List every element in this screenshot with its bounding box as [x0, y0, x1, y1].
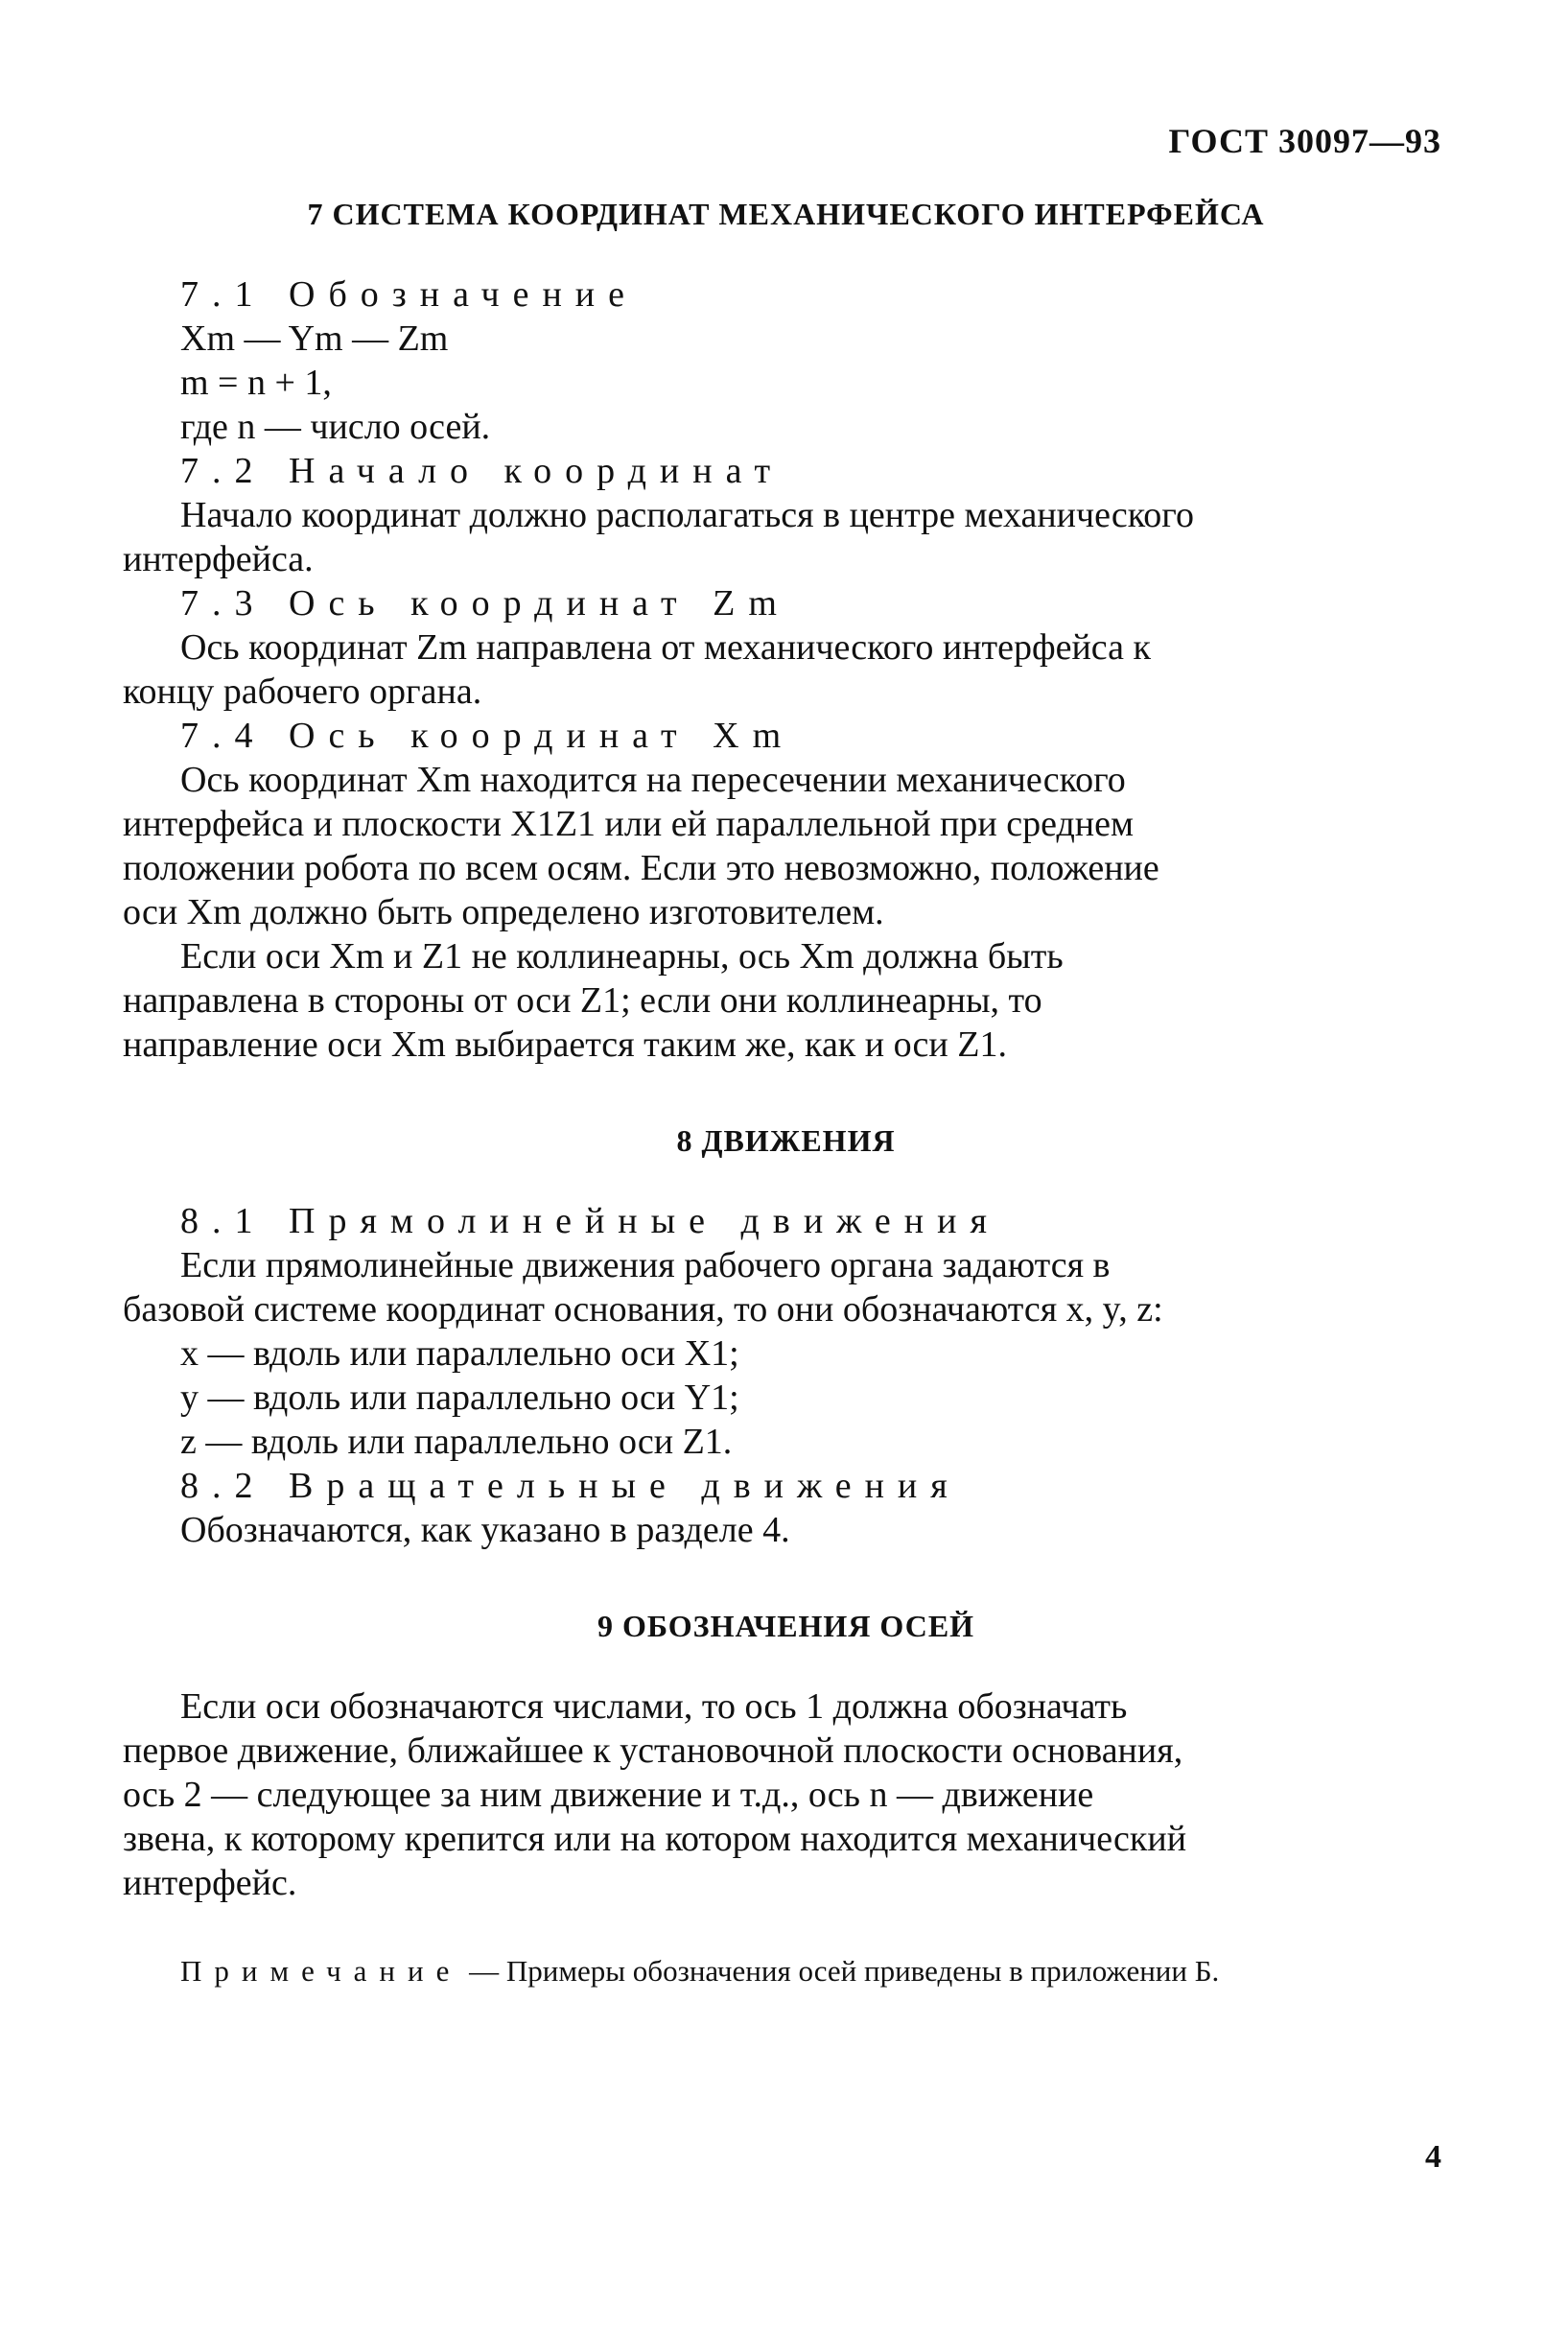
standard-number: ГОСТ 30097—93: [1168, 122, 1441, 160]
section-7-title: 7 СИСТЕМА КООРДИНАТ МЕХАНИЧЕСКОГО ИНТЕРФЕЙСА: [307, 197, 1265, 231]
clause-8-1-z: z — вдоль или параллельно оси Z1.: [180, 1422, 733, 1462]
clause-7-4-p1-line-2: интерфейса и плоскости X1Z1 или ей параллельной при среднем: [123, 804, 1135, 844]
clause-7-1-formula-1: Xm — Ym — Zm: [180, 318, 449, 359]
clause-7-1-formula-2: m = n + 1,: [180, 363, 332, 403]
clause-7-4-p2-line-3: направление оси Xm выбирается таким же, как и оси Z1.: [123, 1024, 1007, 1065]
clause-8-1-text-line-2: базовой системе координат основания, то они обозначаются x, y, z:: [123, 1289, 1163, 1330]
clause-7-2-heading: 7.2 Начало координат: [180, 451, 784, 491]
clause-7-3-text-line-2: концу рабочего органа.: [123, 671, 482, 712]
text-line: Начало координат должно располагаться в центре механического: [180, 495, 1194, 535]
page-number: 4: [1425, 2139, 1441, 2175]
clause-8-1-text-line-1: [123, 1243, 1449, 1287]
section-9-para-line-5: интерфейс.: [123, 1863, 297, 1903]
section-9-para-line-2: первое движение, ближайшее к установочной плоскости основания,: [123, 1731, 1183, 1771]
section-9-para-line-1: Если оси обозначаются числами, то ось 1 должна обозначать: [180, 1686, 1128, 1727]
clause-7-4-p1-line-3: положении робота по всем осям. Если это невозможно, положение: [123, 848, 1159, 888]
clause-7-4-p1-line-1: [123, 758, 1449, 802]
clause-7-4-p2-line-1: [123, 934, 1449, 978]
text-line: Если прямолинейные движения рабочего органа задаются в: [180, 1245, 1111, 1285]
clause-7-4-p1-line-4: оси Xm должно быть определено изготовителем.: [123, 892, 884, 932]
section-9-para-line-3: ось 2 — следующее за ним движение и т.д., ось n — движение: [123, 1775, 1094, 1815]
section-9-para-line-4: звена, к которому крепится или на котором находится механический: [123, 1819, 1187, 1859]
clause-7-3-heading: 7.3 Ось координат Zm: [180, 583, 790, 624]
section-8-title: 8 ДВИЖЕНИЯ: [676, 1123, 896, 1158]
clause-8-1-y: y — вдоль или параллельно оси Y1;: [180, 1377, 739, 1418]
clause-7-4-heading: 7.4 Ось координат Xm: [180, 716, 795, 756]
note: [123, 1949, 1449, 1993]
text-line: Если оси Xm и Z1 не коллинеарны, ось Xm должна быть: [180, 936, 1064, 977]
clause-7-1-heading: 7.1 Обозначение: [180, 274, 638, 315]
clause-8-1-heading: 8.1 Прямолинейные движения: [180, 1201, 1000, 1241]
page-content: [123, 192, 1449, 1993]
clause-8-1-x: x — вдоль или параллельно оси X1;: [180, 1333, 739, 1374]
clause-7-1-where: где n — число осей.: [180, 407, 491, 447]
clause-7-2-text-line-1: [123, 493, 1449, 537]
clause-8-2-heading: 8.2 Вращательные движения: [180, 1466, 961, 1506]
clause-7-4-p2-line-2: направлена в стороны от оси Z1; если они коллинеарны, то: [123, 980, 1042, 1021]
note-label: Примечание: [180, 1954, 462, 1988]
note-text: — Примеры обозначения осей приведены в приложении Б.: [469, 1954, 1220, 1988]
clause-7-3-text-line-1: [123, 625, 1449, 670]
section-9-title: 9 ОБОЗНАЧЕНИЯ ОСЕЙ: [597, 1609, 975, 1643]
clause-8-2-text: Обозначаются, как указано в разделе 4.: [180, 1510, 790, 1550]
text-line: Ось координат Xm находится на пересечении механического: [180, 760, 1126, 800]
text-line: Ось координат Zm направлена от механического интерфейса к: [180, 627, 1151, 668]
clause-7-2-text-line-2: интерфейса.: [123, 539, 314, 579]
